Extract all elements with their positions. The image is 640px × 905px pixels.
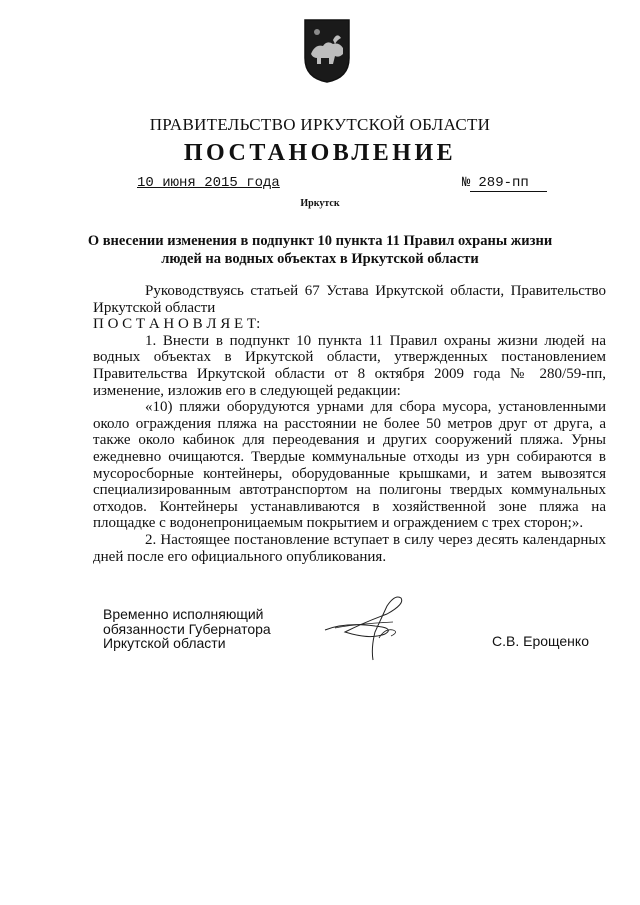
position-line-2: обязанности Губернатора — [103, 620, 271, 637]
city-label: Иркутск — [300, 198, 340, 209]
position-line-3: Иркутской области — [103, 635, 226, 651]
document-number — [462, 175, 547, 192]
number-value: 289-пп — [470, 175, 546, 192]
paragraph-2: 2. Настоящее постановление вступает в силу через десять календарных дней после его официального опубликования. — [93, 531, 606, 565]
date-value: 10 июня 2015 года — [137, 175, 280, 191]
decree-word: П О С Т А Н О В Л Я Е Т: — [93, 316, 261, 333]
preamble-paragraph: Руководствуясь статьей 67 Устава Иркутской области, Правительство Иркутской области — [93, 283, 606, 316]
signatory-name: С.В. Ерощенко — [492, 633, 589, 649]
quoted-paragraph: «10) пляжи оборудуются урнами для сбора мусора, установленными около ограждения пляжа на расстоянии не более 50 метров друг от друга, а также около кабинок для переодевания и других сооружений пляжа. Урны ежедневно очищаются. Твердые коммунальные отходы из урн собираются в мусоросборные контейнеры, оборудованные крышками, и затем вывозятся специализированным автотранспортом на полигоны твердых коммунальных отходов. Контейнеры устанавливаются в хозяйственной зоне пляжа на площадке с водонепроницаемым покрытием и ограждением с трех сторон;». — [93, 399, 606, 532]
handwritten-signature — [315, 592, 425, 664]
document-type: ПОСТАНОВЛЕНИЕ — [183, 140, 457, 166]
document-date — [137, 175, 280, 191]
number-label: № — [462, 175, 471, 191]
government-title: ПРАВИТЕЛЬСТВО ИРКУТСКОЙ ОБЛАСТИ — [149, 115, 491, 134]
signatory-position — [103, 607, 271, 651]
position-line-1: Временно исполняющий — [103, 606, 264, 622]
paragraph-1: 1. Внести в подпункт 10 пункта 11 Правил охраны жизни людей на водных объектах в Иркутской области, утвержденных постановлением Правительства Иркутской области от 8 октября 2009 года № 280/59-пп, изменение, изложив его в следующей редакции: — [93, 332, 606, 399]
document-body — [93, 283, 606, 565]
document-title: О внесении изменения в подпункт 10 пункта 11 Правил охраны жизни людей на водных объектах в Иркутской области — [87, 233, 553, 267]
coat-of-arms-icon — [303, 18, 351, 84]
